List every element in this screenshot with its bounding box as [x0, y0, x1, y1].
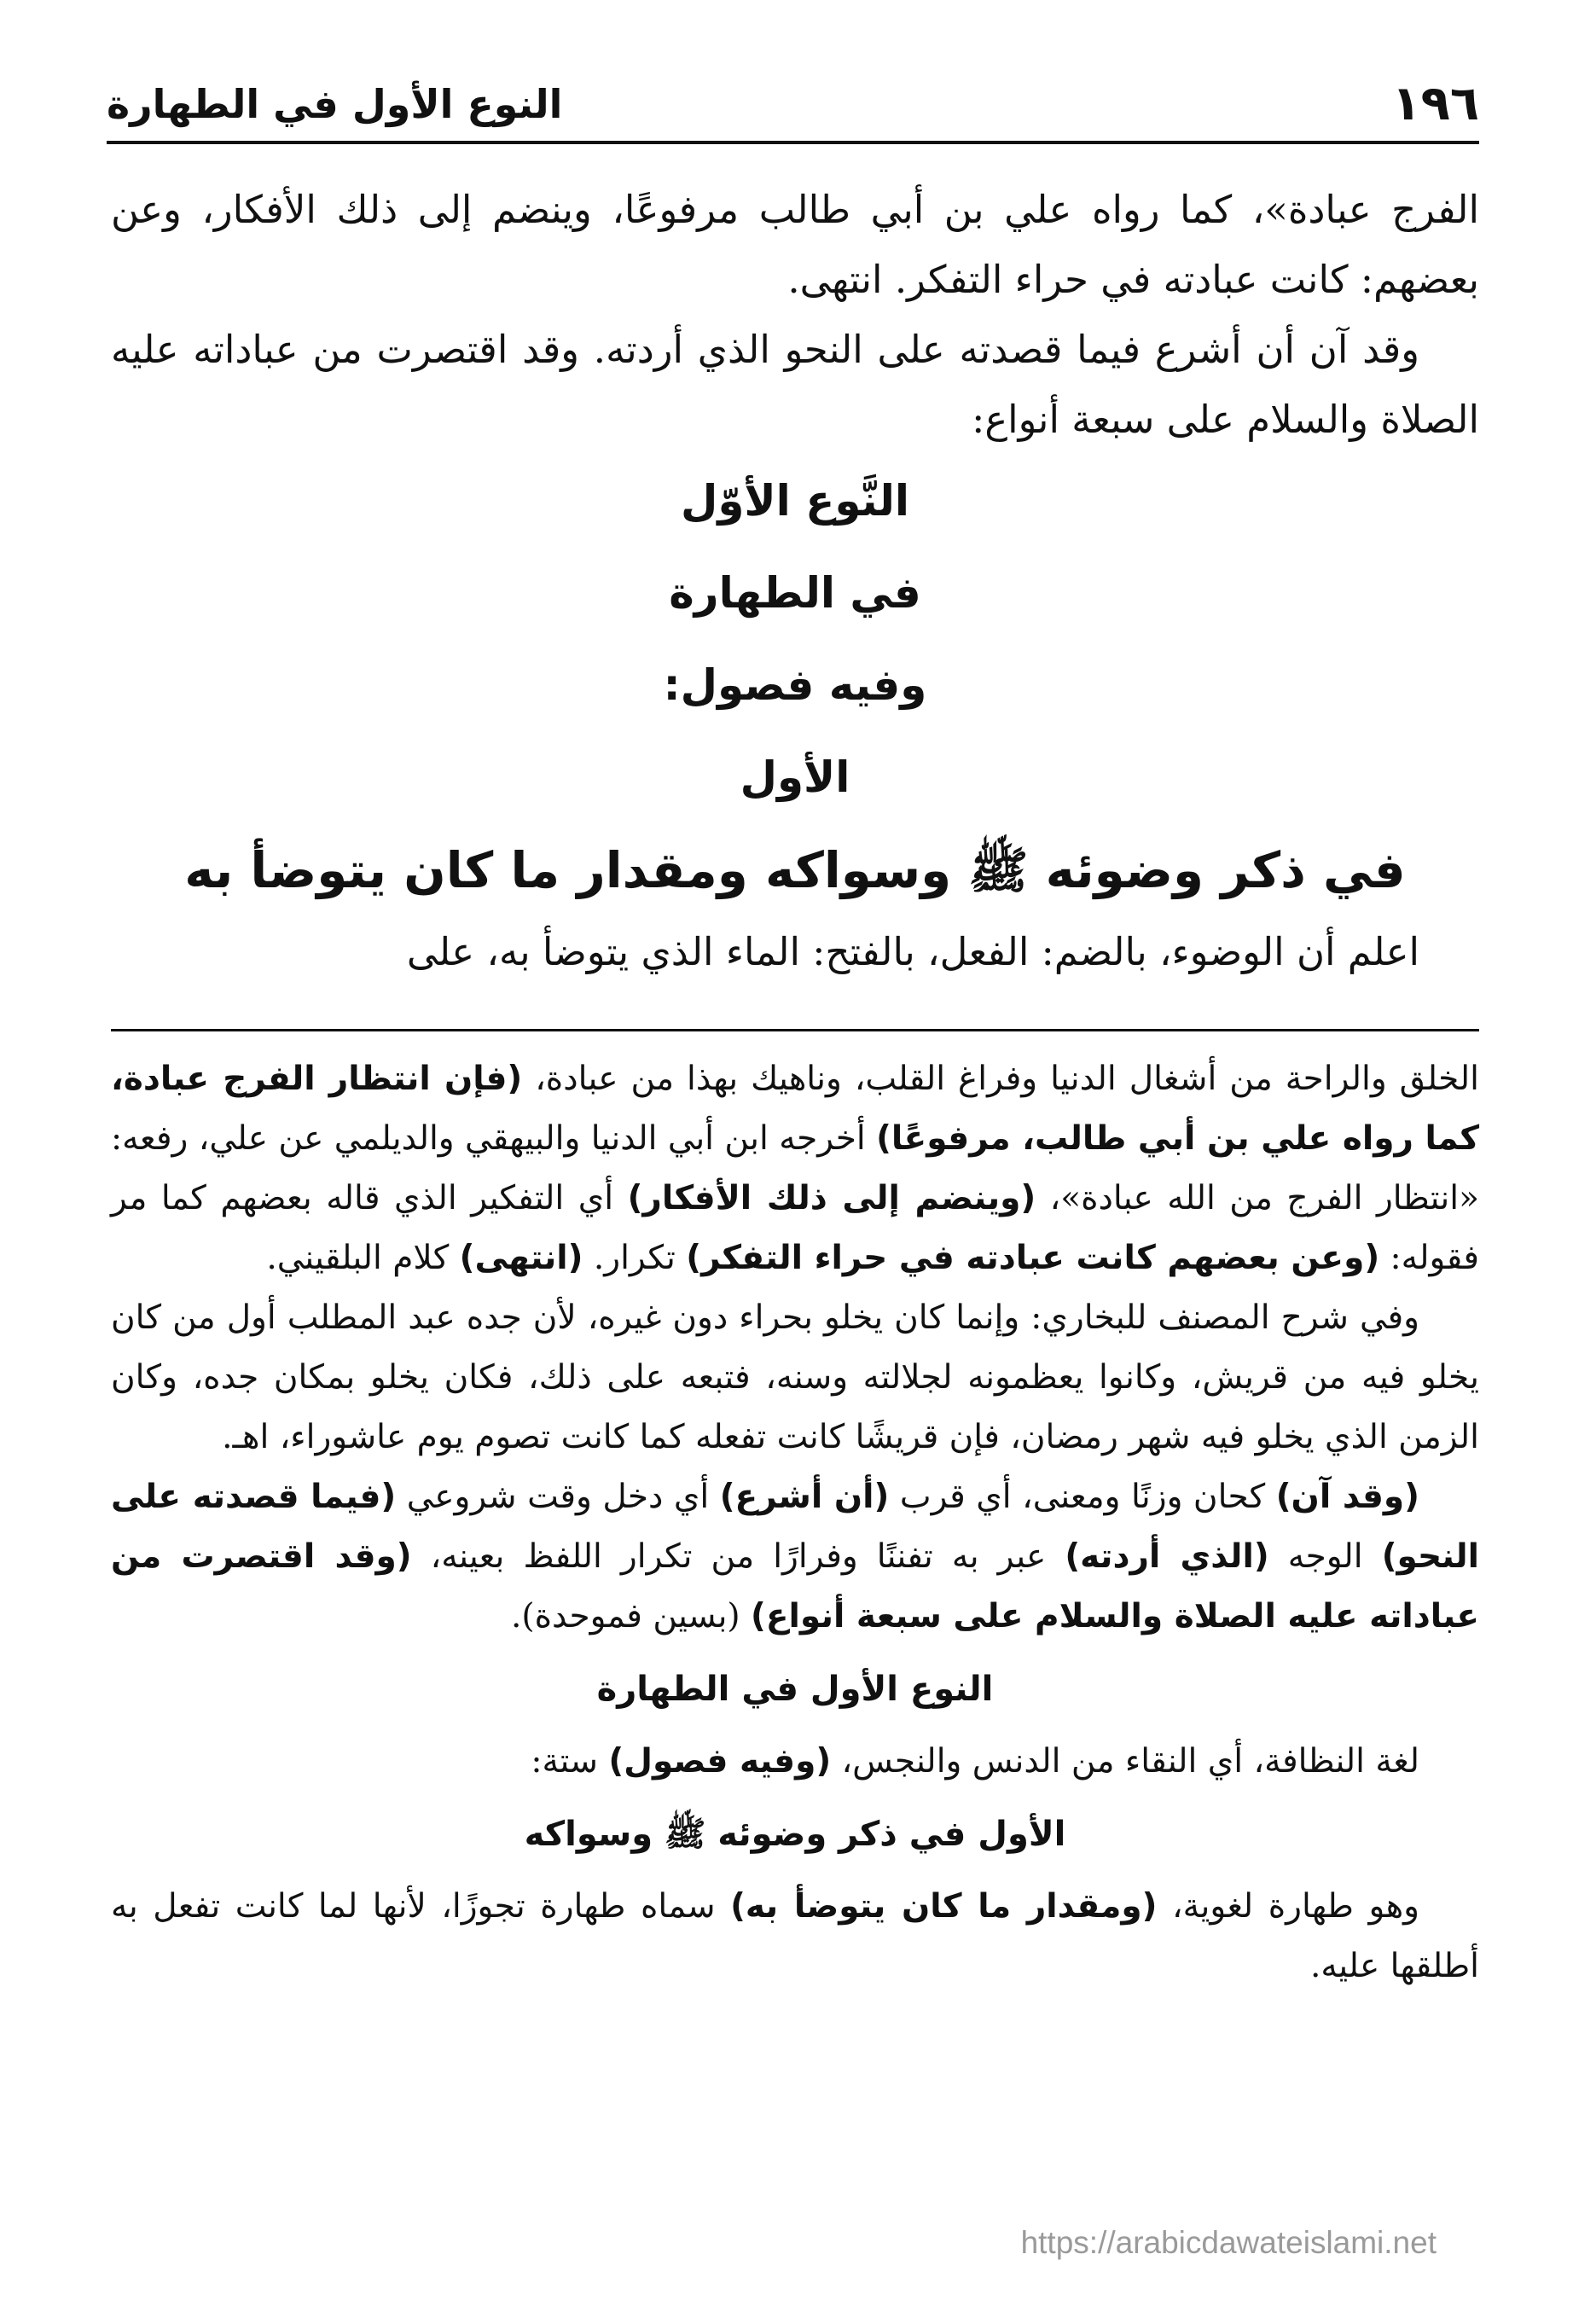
commentary-divider [111, 1029, 1479, 1031]
main-paragraph-3: اعلم أن الوضوء، بالضم: الفعل، بالفتح: الماء الذي يتوضأ به، على [406, 929, 1419, 974]
commentary-heading-1: النوع الأول في الطهارة [596, 1670, 994, 1709]
quoted-matn: (أن أشرع) [719, 1478, 890, 1516]
commentary-text-span: الوجه [1268, 1537, 1382, 1576]
commentary-text-span: كحان وزنًا ومعنى، أي قرب [889, 1478, 1276, 1516]
commentary-paragraph-3 [111, 1467, 1479, 1647]
main-text [111, 175, 1479, 987]
main-paragraph-2: وقد آن أن أشرع فيما قصدته على النحو الذي أردته. وقد اقتصرت من عباداته عليه الصلاة والسلام على سبعة أنواع: [111, 327, 1479, 442]
commentary-text-span: أي التفكير الذي قاله بعضهم كما مر فقوله: [111, 1179, 1479, 1277]
quoted-matn: (فإن انتظار الفرج عبادة، كما رواه علي بن أبي طالب، مرفوعًا) [111, 1060, 1479, 1158]
commentary-text-span: أخرجه ابن أبي الدنيا والبيهقي والديلمي عن علي، رفعه: «انتظار الفرج من الله عبادة»، [111, 1119, 1479, 1217]
commentary-paragraph-4 [111, 1732, 1479, 1792]
commentary-text-span: وهو طهارة لغوية، [1157, 1887, 1419, 1926]
quoted-matn: (وفيه فصول) [608, 1742, 832, 1781]
first-section-title: في ذكر وضوئه ﷺ وسواكه ومقدار ما كان يتوضأ به [184, 841, 1406, 899]
first-section-heading: الأول [740, 752, 850, 802]
quoted-matn: (ومقدار ما كان يتوضأ به) [730, 1887, 1158, 1926]
quoted-matn: (وينضم إلى ذلك الأفكار) [627, 1179, 1036, 1217]
quoted-matn: (وقد آن) [1275, 1478, 1419, 1516]
commentary-text-span: عبر به تفننًا وفرارًا من تكرار اللفظ بعينه، [411, 1537, 1065, 1576]
commentary-paragraph-1 [111, 1049, 1479, 1288]
page-header [107, 73, 1479, 144]
commentary-text-span: لغة النظافة، أي النقاء من الدنس والنجس، [831, 1742, 1419, 1781]
commentary-text-span: سماه طهارة تجوزًا، لأنها لما كانت تفعل به أطلقها عليه. [111, 1887, 1479, 1985]
commentary-heading-2: الأول في ذكر وضوئه ﷺ وسواكه [524, 1815, 1066, 1854]
commentary-text-span: ستة: [531, 1742, 609, 1781]
commentary-paragraph-2: وفي شرح المصنف للبخاري: وإنما كان يخلو بحراء دون غيره، لأن جده عبد المطلب أول من كان يخلو فيه من قريش، وكانوا يعظمونه لجلالته وسنه، فتبعه على ذلك، فكان يخلو بمكان جده، وكان الزمن الذي يخلو فيه شهر رمضان، فإن قريشًا كانت تفعله كما كانت تصوم يوم عاشوراء، اهـ. [111, 1299, 1479, 1456]
page-number: ١٩٦ [1391, 76, 1479, 131]
commentary-text-span: تكرار. [583, 1239, 687, 1277]
commentary-text [111, 1049, 1479, 1996]
commentary-text-span: أي دخل وقت شروعي [396, 1478, 720, 1516]
main-paragraph-1: الفرج عبادة»، كما رواه علي بن أبي طالب مرفوعًا، وينضم إلى ذلك الأفكار، وعن بعضهم: كانت عبادته في حراء التفكر. انتهى. [111, 187, 1479, 302]
quoted-matn: (وعن بعضهم كانت عبادته في حراء التفكر) [686, 1239, 1380, 1277]
running-head: النوع الأول في الطهارة [107, 81, 563, 127]
chapter-heading: النَّوع الأوّل [680, 476, 910, 526]
quoted-matn: (الذي أردته) [1065, 1537, 1269, 1576]
commentary-paragraph-5 [111, 1877, 1479, 1996]
quoted-matn: (فيما قصدته على النحو) [111, 1478, 1480, 1576]
commentary-text-span: كلام البلقيني. [266, 1239, 460, 1277]
quoted-matn: (انتهى) [459, 1239, 583, 1277]
commentary-text-span: (بسين فموحدة). [510, 1597, 752, 1636]
sections-heading: وفيه فصول: [663, 660, 927, 710]
chapter-subject-heading: في الطهارة [669, 568, 921, 618]
commentary-text-span: الخلق والراحة من أشغال الدنيا وفراغ القلب، وناهيك بهذا من عبادة، [522, 1060, 1479, 1098]
watermark-url: https://arabicdawateislami.net [1020, 2225, 1437, 2260]
quoted-matn: (وقد اقتصرت من عباداته عليه الصلاة والسلام على سبعة أنواع) [111, 1537, 1479, 1636]
